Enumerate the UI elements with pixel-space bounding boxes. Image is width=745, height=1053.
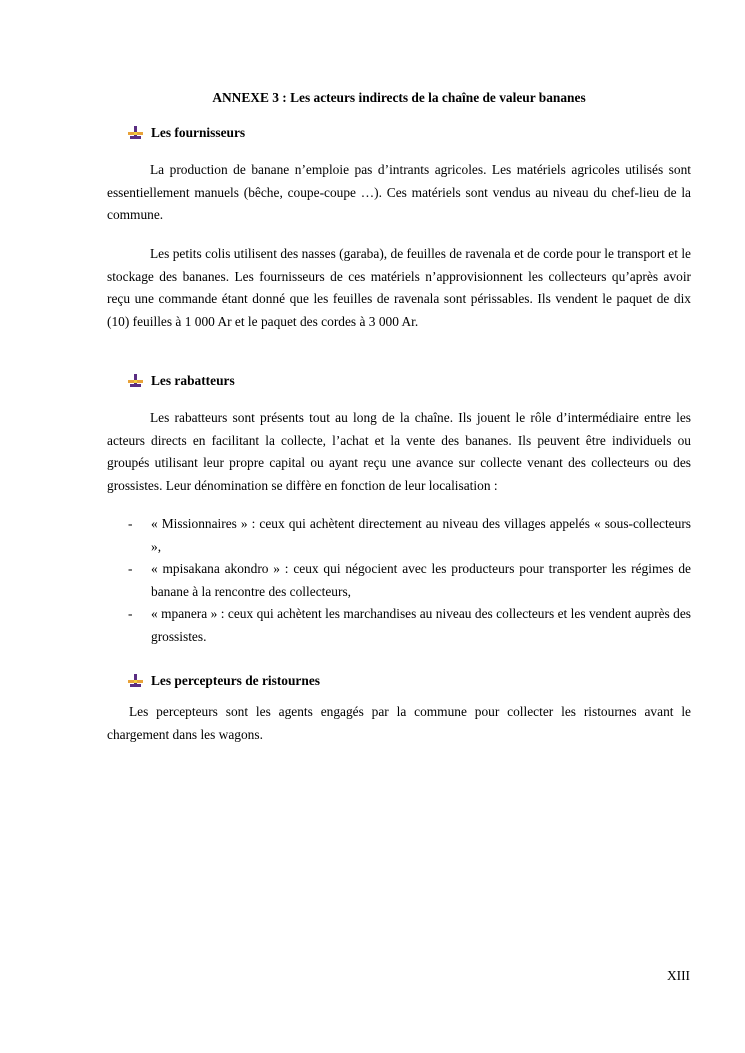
cross-bullet-icon [128,374,143,388]
list-dash: - [128,516,133,531]
list-item [107,513,691,558]
paragraph [107,159,691,227]
cross-bullet-icon [128,674,143,688]
section-heading-percepteurs [128,672,320,690]
paragraph-text: La production de banane n’emploie pas d’intrants agricoles. Les matériels agricoles utilisés sont essentiellement manuels (bêche, coupe-coupe …). Ces matériels sont vendus au niveau du chef-lieu de la commune. [107,162,691,222]
section-heading-label: Les rabatteurs [151,373,235,388]
list-item [107,558,691,603]
page-title: ANNEXE 3 : Les acteurs indirects de la chaîne de valeur bananes [212,90,586,105]
list-item-text: « mpisakana akondro » : ceux qui négocient avec les producteurs pour transporter les régimes de banane à la rencontre des collecteurs, [151,561,691,599]
paragraph [107,243,691,333]
section-heading-rabatteurs [128,372,235,390]
list-dash: - [128,561,133,576]
section-heading-fournisseurs [128,124,245,142]
denomination-list [107,513,691,648]
paragraph-text: Les petits colis utilisent des nasses (garaba), de feuilles de ravenala et de corde pour le transport et le stockage des bananes. Les fournisseurs de ces matériels n’approvisionnent les collecteurs qu’après avoir reçu une commande étant donné que les feuilles de ravenala sont périssables. Ils vendent le paquet de dix (10) feuilles à 1 000 Ar et le paquet des cordes à 3 000 Ar. [107,246,691,329]
section-heading-label: Les fournisseurs [151,125,246,140]
paragraph [107,407,691,497]
section-heading-label: Les percepteurs de ristournes [151,673,320,688]
list-item [107,603,691,648]
list-item-text: « Missionnaires » : ceux qui achètent directement au niveau des villages appelés « sous-collecteurs », [151,516,691,554]
paragraph [107,701,691,746]
list-item-text: « mpanera » : ceux qui achètent les marchandises au niveau des collecteurs et les vendent auprès des grossistes. [151,606,691,644]
paragraph-text: Les rabatteurs sont présents tout au long de la chaîne. Ils jouent le rôle d’intermédiaire entre les acteurs directs en facilitant la collecte, l’achat et la vente des bananes. Ils peuvent être individuels ou groupés utilisant leur propre capital ou ayant reçu une avance sur collecte venant des collecteurs ou des grossistes. Leur dénomination se diffère en fonction de leur localisation : [107,410,691,493]
list-dash: - [128,606,133,621]
cross-bullet-icon [128,126,143,140]
page-number: XIII [666,968,690,983]
paragraph-text: Les percepteurs sont les agents engagés par la commune pour collecter les ristournes avant le chargement dans les wagons. [107,704,691,742]
